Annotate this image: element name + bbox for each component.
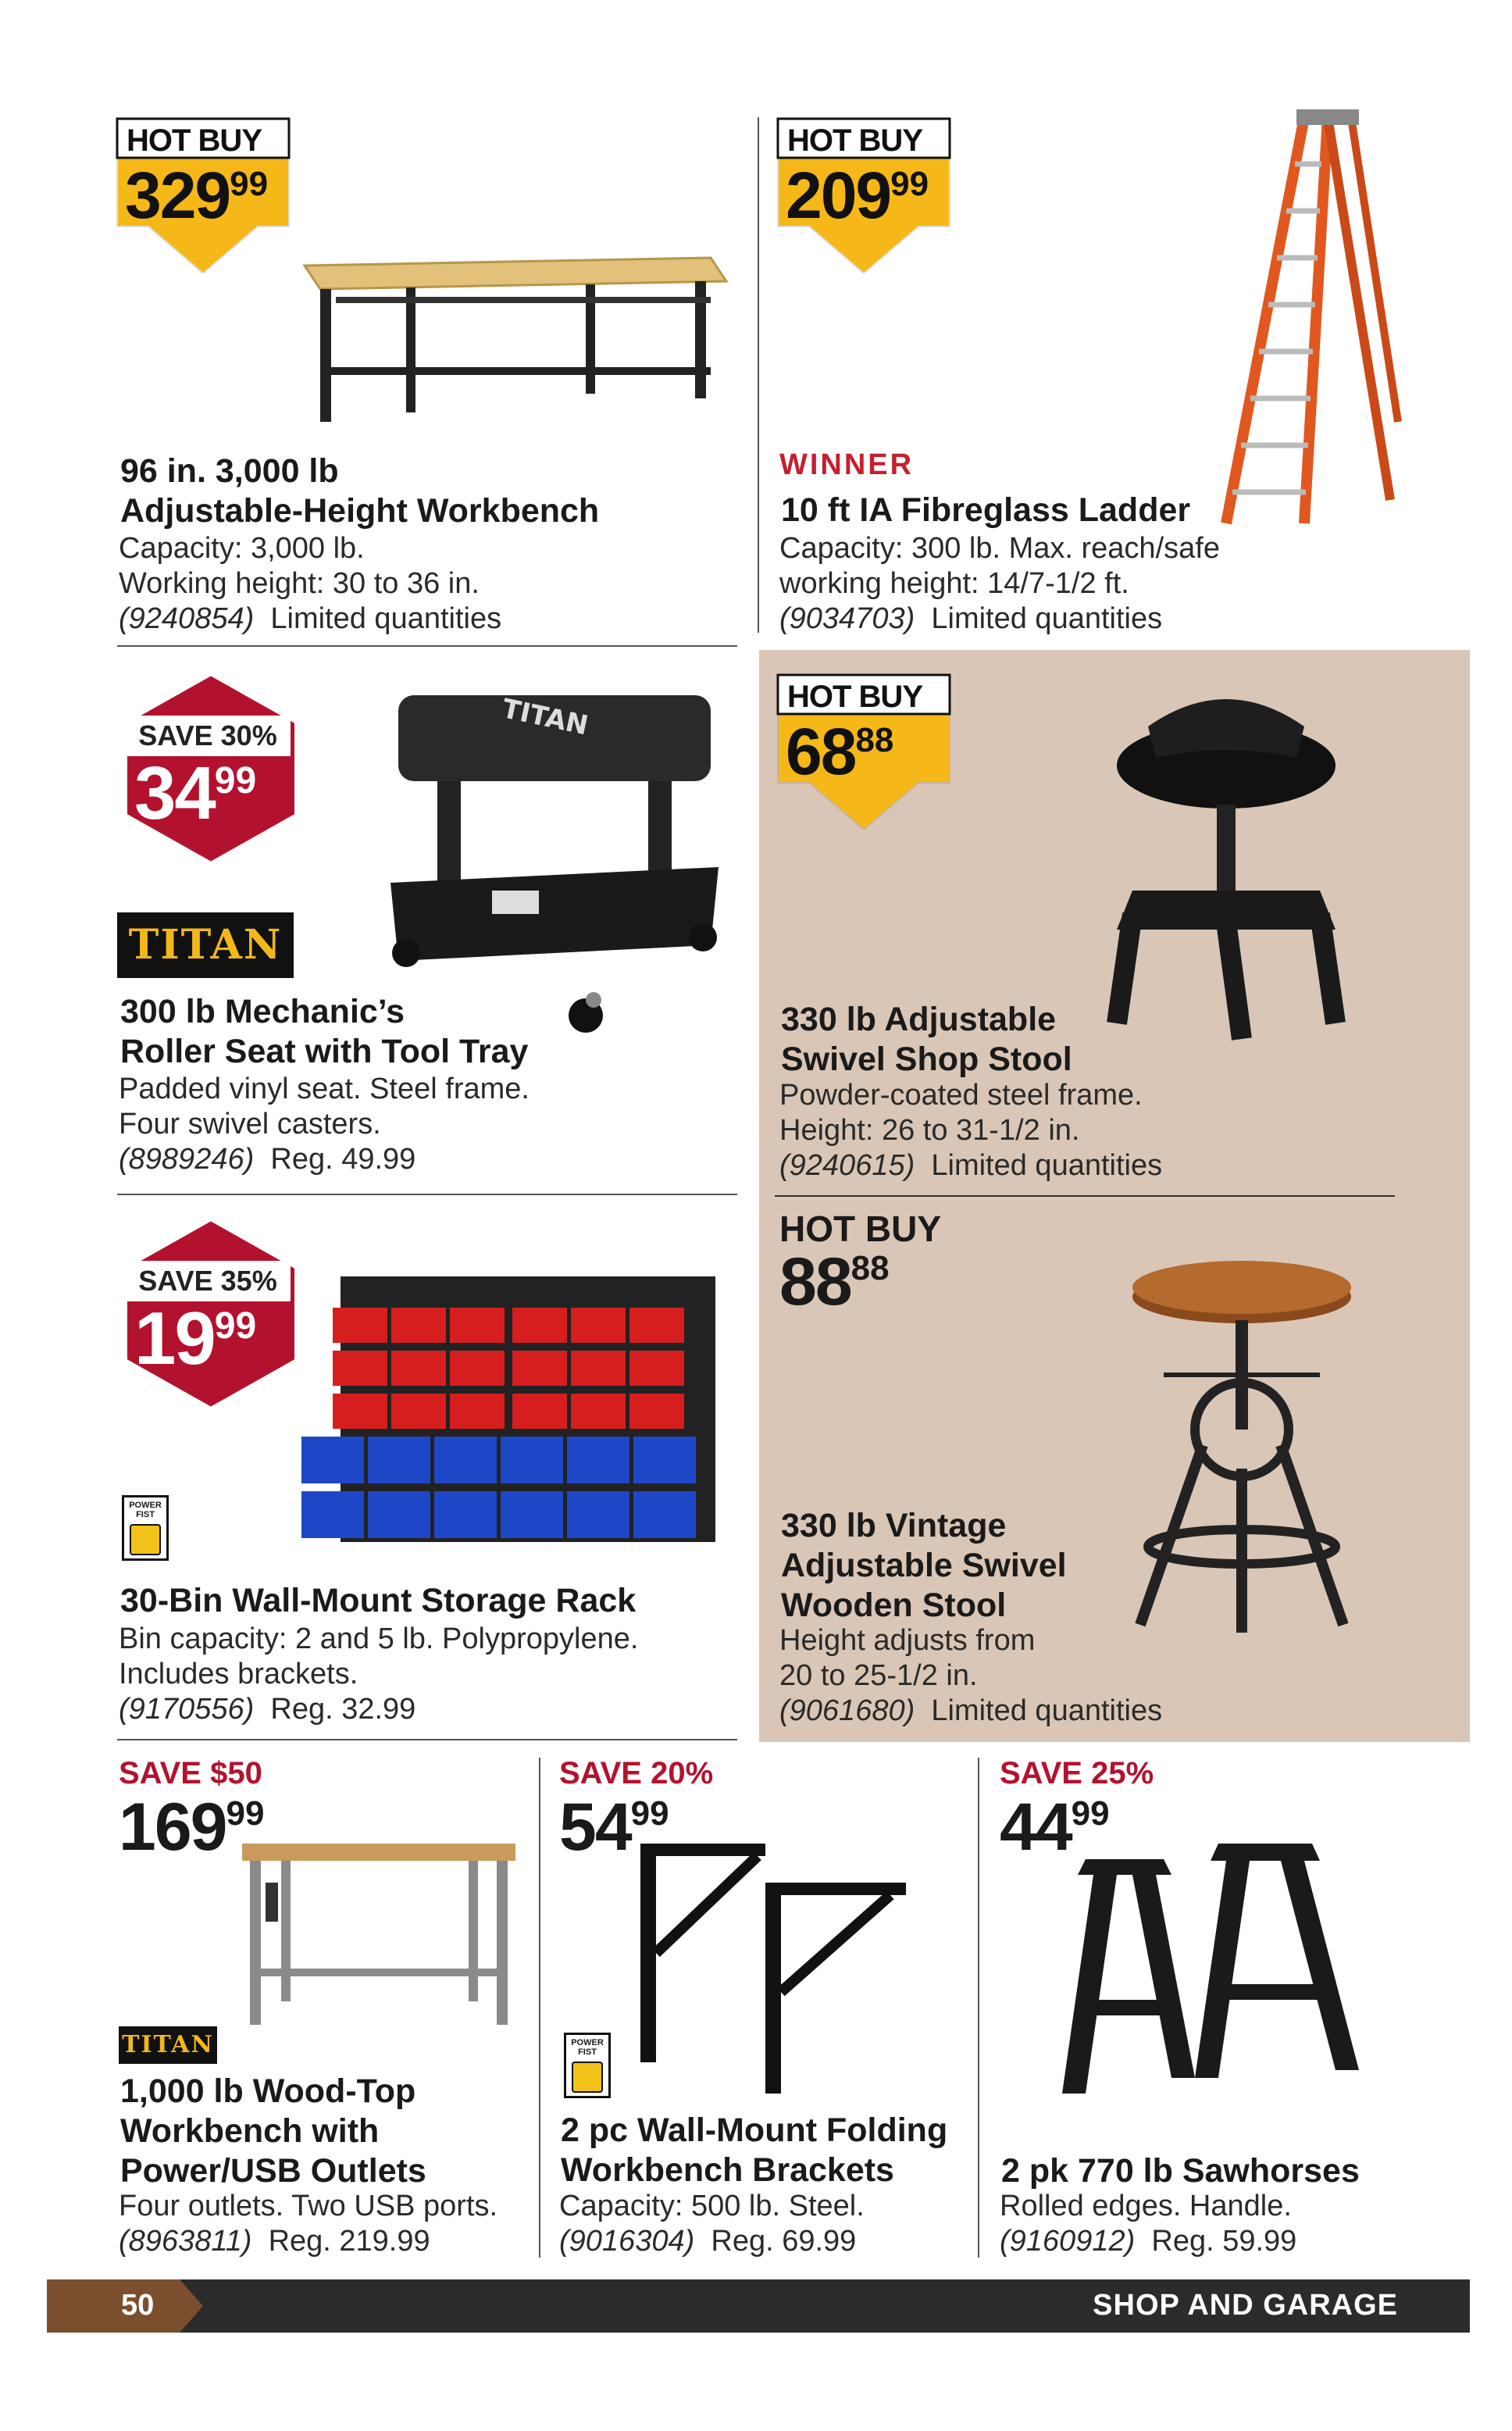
price: 5499	[559, 1790, 669, 1865]
wooden-stool-image	[1109, 1234, 1375, 1640]
hot-buy-badge	[109, 117, 297, 289]
ladder-image	[1211, 109, 1406, 531]
fist-icon	[130, 1524, 161, 1555]
note: Limited quantities	[931, 1149, 1163, 1182]
page-number: 50	[121, 2289, 155, 2322]
price: 3499	[134, 751, 257, 835]
badge-label: HOT BUY	[787, 123, 922, 158]
save-label: SAVE 25%	[1000, 1756, 1154, 1790]
price: 6888	[786, 715, 894, 788]
row-divider	[775, 1195, 1395, 1197]
brand-titan-logo: TITAN	[119, 2026, 217, 2064]
badge-label: HOT BUY	[787, 680, 922, 714]
sku: (8989246)	[119, 1143, 255, 1176]
sku: (9061680)	[779, 1694, 915, 1727]
column-divider	[758, 117, 759, 633]
sku: (9240615)	[779, 1149, 915, 1182]
save-percent: SAVE 30%	[125, 716, 291, 756]
hot-buy-label: HOT BUY	[779, 1208, 941, 1249]
product-description: Capacity: 300 lb. Max. reach/safe working height: 14/7-1/2 ft. (9034703) Limited quantities	[779, 532, 1220, 635]
shop-stool-image	[1101, 680, 1351, 1047]
price: 8888	[779, 1244, 890, 1319]
page-number-box	[47, 2279, 180, 2333]
sku: (9170556)	[119, 1693, 255, 1726]
sawhorses-image	[1062, 1844, 1375, 2101]
product-title: 300 lb Mechanic’s Roller Seat with Tool Tray	[120, 993, 529, 1070]
product-description: Rolled edges. Handle. (9160912) Reg. 59.99	[1000, 2190, 1297, 2258]
sku: (9034703)	[779, 602, 915, 635]
note: Limited quantities	[931, 1694, 1163, 1727]
product-description: Capacity: 3,000 lb. Working height: 30 to 36 in. (9240854) Limited quantities	[119, 532, 502, 635]
fist-icon	[572, 2062, 603, 2093]
badge-label: HOT BUY	[127, 123, 262, 158]
product-title: 330 lb Vintage Adjustable Swivel Wooden Stool	[781, 1507, 1067, 1624]
price: 16999	[119, 1790, 265, 1865]
row-divider	[117, 1739, 737, 1740]
folding-brackets-image	[625, 1836, 937, 2101]
note: Limited quantities	[931, 602, 1163, 635]
svg-text:TITAN: TITAN	[499, 693, 591, 742]
hot-buy-badge	[770, 117, 957, 289]
workbench-image	[289, 250, 734, 437]
column-divider	[978, 1758, 979, 2258]
product-description: Powder-coated steel frame. Height: 26 to 31-1/2 in. (9240615) Limited quantities	[779, 1079, 1163, 1182]
brand-titan-logo: TITAN	[117, 912, 294, 978]
product-title: 96 in. 3,000 lb Adjustable-Height Workbench	[120, 452, 600, 530]
brand-winner-logo: WINNER	[779, 448, 915, 481]
price: 20999	[786, 159, 929, 232]
product-description: Height adjusts from 20 to 25-1/2 in. (9061680) Limited quantities	[779, 1624, 1163, 1727]
product-description: Bin capacity: 2 and 5 lb. Polypropylene. Includes brackets. (9170556) Reg. 32.99	[119, 1622, 639, 1726]
save-badge	[117, 1216, 305, 1411]
sku: (9160912)	[1000, 2225, 1136, 2258]
row-divider	[117, 645, 737, 647]
sku: (9240854)	[119, 602, 255, 635]
note: Limited quantities	[270, 602, 502, 635]
roller-seat-image	[383, 672, 726, 1039]
product-title: 30-Bin Wall-Mount Storage Rack	[120, 1582, 637, 1619]
product-title: 10 ft IA Fibreglass Ladder	[781, 491, 1191, 529]
product-title: 1,000 lb Wood-Top Workbench with Power/USB Outlets	[120, 2072, 426, 2190]
note: Reg. 32.99	[270, 1693, 416, 1726]
chevron-right-icon	[180, 2279, 203, 2333]
save-percent: SAVE 35%	[125, 1261, 291, 1301]
price: 1999	[134, 1297, 257, 1380]
price: 4499	[1000, 1790, 1110, 1865]
product-description: Padded vinyl seat. Steel frame. Four swivel casters. (8989246) Reg. 49.99	[119, 1073, 530, 1176]
column-divider	[539, 1758, 540, 2258]
hot-buy-badge	[770, 673, 957, 845]
sku: (8963811)	[119, 2225, 252, 2258]
product-title: 2 pk 770 lb Sawhorses	[1001, 2152, 1360, 2190]
page-footer	[47, 2279, 1470, 2333]
brand-power-fist-logo: POWER FIST	[564, 2033, 611, 2098]
product-title: 330 lb Adjustable Swivel Shop Stool	[781, 1001, 1072, 1078]
note: Reg. 69.99	[711, 2225, 857, 2258]
sku: (9016304)	[559, 2225, 695, 2258]
note: Reg. 59.99	[1151, 2225, 1297, 2258]
brand-power-fist-logo: POWER FIST	[122, 1495, 169, 1561]
price: 32999	[125, 159, 269, 232]
storage-rack-image	[301, 1276, 731, 1550]
section-title: SHOP AND GARAGE	[1093, 2289, 1398, 2322]
save-badge	[117, 670, 305, 866]
save-label: SAVE 20%	[559, 1756, 714, 1790]
note: Reg. 49.99	[270, 1143, 416, 1176]
row-divider	[117, 1194, 737, 1195]
note: Reg. 219.99	[268, 2225, 430, 2258]
product-title: 2 pc Wall-Mount Folding Workbench Brackets	[561, 2112, 948, 2189]
wood-top-workbench-image	[234, 1836, 523, 2039]
product-description: Four outlets. Two USB ports. (8963811) Reg. 219.99	[119, 2190, 498, 2258]
product-description: Capacity: 500 lb. Steel. (9016304) Reg. 69.99	[559, 2190, 865, 2258]
save-label: SAVE $50	[119, 1756, 262, 1790]
